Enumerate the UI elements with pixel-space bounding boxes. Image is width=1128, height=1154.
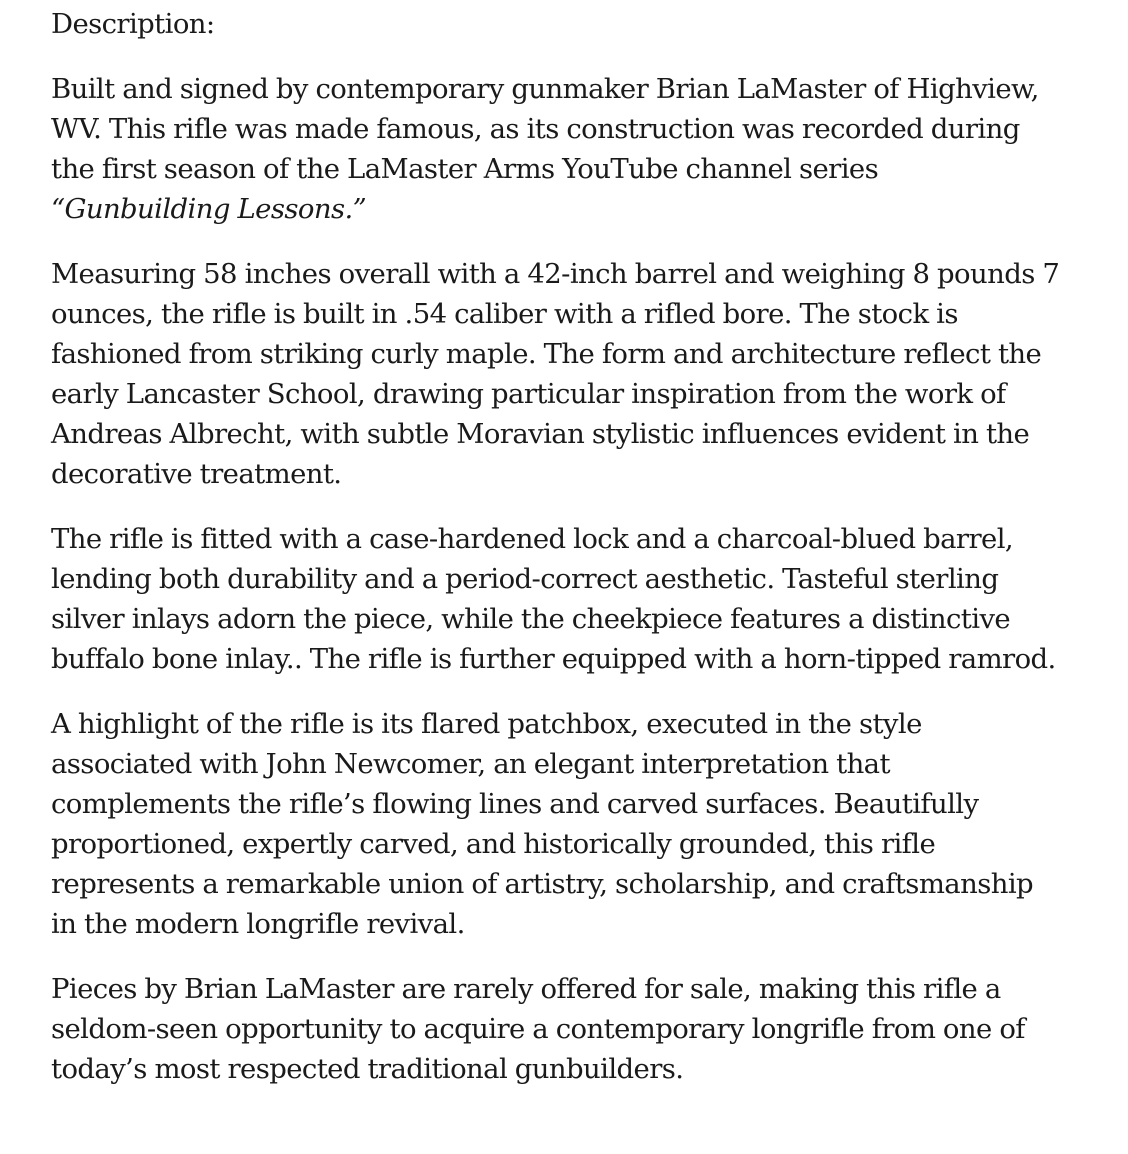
series-title: “Gunbuilding Lessons.” [51, 193, 367, 225]
description-label: Description: [51, 8, 215, 40]
description-paragraph-3: The rifle is fitted with a case-hardened lock and a charcoal-blued barrel, lending both durability and a period-correct aesthetic. Tasteful sterling silver inlays adorn the piece, while the cheekpiece features a distinctive buffalo bone inlay.. The rifle is further equipped with a horn-tipped ramrod. [51, 523, 1056, 675]
description-paragraph-5: Pieces by Brian LaMaster are rarely offered for sale, making this rifle a seldom-seen opportunity to acquire a contemporary longrifle from one of today’s most respected traditional gunbuilders. [51, 973, 1025, 1085]
description-paragraph-1 [51, 69, 1061, 229]
description-paragraph-2: Measuring 58 inches overall with a 42-inch barrel and weighing 8 pounds 7 ounces, the rifle is built in .54 caliber with a rifled bore. The stock is fashioned from striking curly maple. The form and architecture reflect the early Lancaster School, drawing particular inspiration from the work of Andreas Albrecht, with subtle Moravian stylistic influences evident in the decorative treatment. [51, 258, 1060, 490]
paragraph-1-text: Built and signed by contemporary gunmaker Brian LaMaster of Highview, WV. This rifle was made famous, as its construction was recorded during the first season of the LaMaster Arms YouTube channel series [51, 73, 1039, 185]
description-section [51, 4, 1061, 1114]
description-paragraph-4: A highlight of the rifle is its flared patchbox, executed in the style associated with John Newcomer, an elegant interpretation that complements the rifle’s flowing lines and carved surfaces. Beautifully proportioned, expertly carved, and historically grounded, this rifle represents a remarkable union of artistry, scholarship, and craftsmanship in the modern longrifle revival. [51, 708, 1034, 940]
